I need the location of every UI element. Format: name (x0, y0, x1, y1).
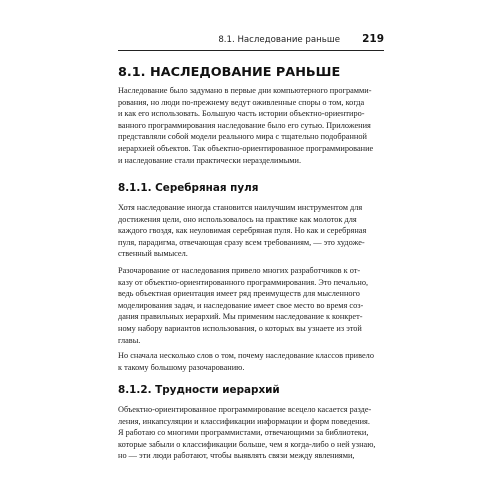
text-line: ственный вымысел. (118, 249, 188, 259)
running-header (118, 33, 384, 51)
text-line: иерархией объектов. Так объектно-ориентированное программирование (118, 143, 374, 153)
text-line: представляли собой модели реального мира с тщательно подобранной (118, 132, 367, 142)
subsection-heading-hierarchies: 8.1.2. Трудности иерархий (118, 384, 280, 396)
text-line: которые забыли о классификации больше, чем я когда-либо о ней узнаю, (118, 439, 376, 449)
text-line: ления, инкапсуляции и классификации информации и форм поведения. (118, 416, 370, 426)
text-line: Хотя наследование иногда становится наилучшим инструментом для (118, 203, 363, 212)
subsection-heading-silver-bullet: 8.1.1. Серебряная пуля (118, 182, 259, 194)
hierarchies-paragraph-1 (118, 404, 384, 462)
text-line: Я работаю со многими программистами, отвечающими за библиотеки, (118, 428, 369, 438)
text-line: рования, но люди по-прежнему ведут оживленные споры о том, когда (118, 97, 365, 107)
silver-bullet-paragraph-2 (118, 265, 384, 346)
text-line: пуля, парадигма, отвечающая сразу всем требованиям, — это художе- (118, 237, 365, 247)
text-line: моделирования задач, и наследование имеет свое место во время соз- (118, 300, 364, 310)
page-number: 219 (362, 33, 384, 45)
text-line: ванного программирования наследование было его сутью. Приложения (118, 120, 371, 130)
text-line: к такому большому разочарованию. (118, 362, 245, 372)
text-line: казу от объектно-ориентированного программирования. Это печально, (118, 277, 369, 287)
text-line: Но сначала несколько слов о том, почему наследование классов привело (118, 351, 374, 360)
silver-bullet-paragraph-1 (118, 202, 384, 260)
text-line: главы. (118, 335, 141, 345)
text-line: дания правильных иерархий. Мы применим наследование к конкрет- (118, 312, 363, 322)
text-line: каждого гвоздя, как неуловимая серебряная пуля. Но как и серебряная (118, 226, 367, 236)
text-line: но — эти люди работают, чтобы выявлять связи между явлениями, (118, 451, 355, 461)
running-title: 8.1. Наследование раньше (218, 35, 340, 45)
intro-paragraph (118, 85, 384, 166)
text-line: ному набору вариантов использования, о которых вы узнаете из этой (118, 323, 362, 333)
text-line: ведь объектная ориентация имеет ряд преимуществ для мысленного (118, 289, 360, 299)
text-line: Разочарование от наследования привело многих разработчиков к от- (118, 266, 361, 275)
text-line: Наследование было задумано в первые дни компьютерного программи- (118, 86, 372, 95)
text-line: и как его использовать. Большую часть истории объектно-ориентиро- (118, 109, 365, 119)
silver-bullet-paragraph-3 (118, 350, 384, 373)
text-line: и наследование стали практически неразделимыми. (118, 155, 302, 165)
section-heading: 8.1. НАСЛЕДОВАНИЕ РАНЬШЕ (118, 65, 341, 80)
text-line: достижения цели, оно использовалось на практике как молоток для (118, 214, 357, 224)
text-line: Объектно-ориентированное программирование всецело касается разде- (118, 405, 372, 414)
